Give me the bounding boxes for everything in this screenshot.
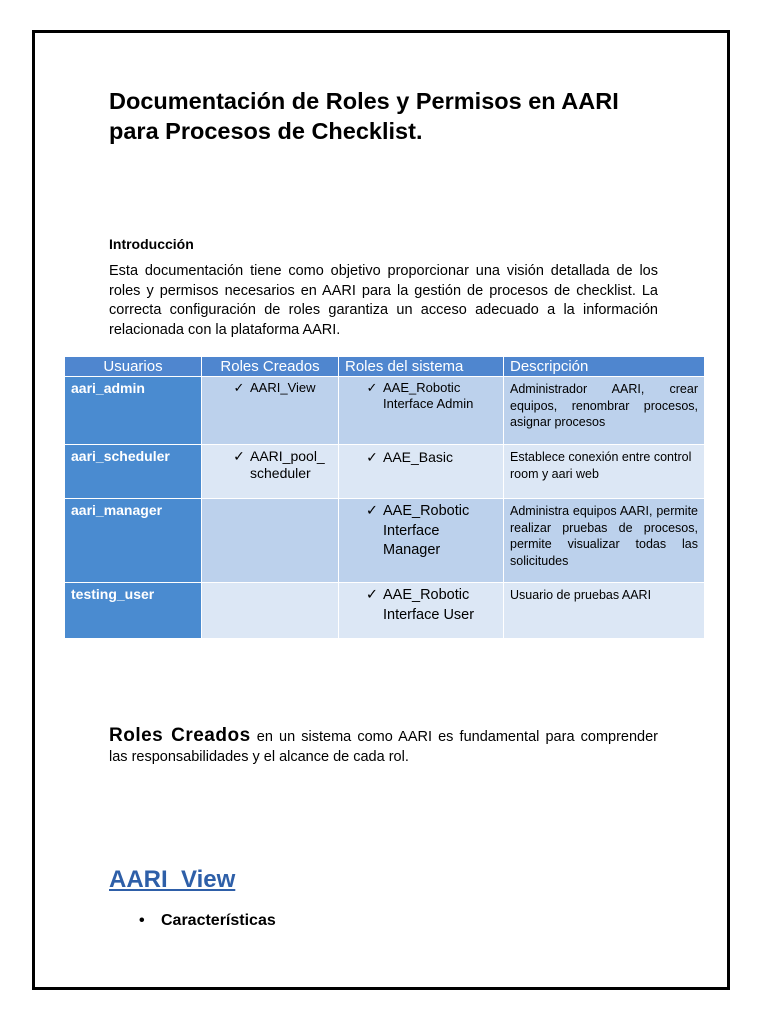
roles-creados-text: en un sistema como AARI es fundamental para comprender las responsabilidades y el alcance de cada rol. [109,729,659,765]
user-cell: aari_manager [65,499,202,583]
table-row [65,377,705,445]
user-cell: testing_user [65,583,202,639]
description-text: Administra equipos AARI, permite realizar pruebas de procesos, permite visualizar todas las solicitudes [510,504,698,568]
roles-creados-paragraph [109,726,658,767]
document-title: Documentación de Roles y Permisos en AARI para Procesos de Checklist. [109,88,619,144]
checkmark-icon: ✓ [366,449,378,465]
header-descripcion: Descripción [504,357,705,377]
description-cell [504,499,705,583]
bullet-item-caracteristicas [139,912,276,930]
description-text: Administrador AARI, crear equipos, renombrar procesos, asignar procesos [510,382,698,429]
roles-creados-lead: Roles Creados [109,725,251,746]
system-role-cell [339,445,504,499]
system-role-label: AAE_Robotic Interface User [383,587,475,623]
roles-table [64,356,705,639]
checkmark-icon: ✓ [365,587,379,603]
checkmark-icon: ✓ [366,380,378,395]
description-cell [504,583,705,639]
system-role-label: AAE_Robotic Interface Manager [383,503,470,558]
system-role-cell [339,583,504,639]
header-roles-creados: Roles Creados [202,357,339,377]
created-role-label: AARI_pool_ scheduler [250,448,325,481]
system-role-label: AAE_Basic [383,449,454,465]
checkmark-icon: ✓ [233,448,245,464]
checkmark-icon: ✓ [365,503,379,519]
checkmark-icon: ✓ [233,380,245,395]
system-role-label: AAE_Robotic Interface Admin [383,380,474,411]
bullet-label: Características [161,912,276,929]
header-usuarios: Usuarios [65,357,202,377]
created-role-label: AARI_View [250,380,316,395]
header-roles-sistema: Roles del sistema [339,357,504,377]
system-role-cell [339,499,504,583]
page-border-bottom-line [36,987,726,988]
table-row [65,445,705,499]
table-header-row [65,357,705,377]
user-cell: aari_admin [65,377,202,445]
table-row [65,583,705,639]
description-cell [504,377,705,445]
created-role-cell [202,377,339,445]
created-role-cell [202,583,339,639]
description-text: Establece conexión entre control room y aari web [510,450,692,481]
created-role-cell [202,499,339,583]
intro-heading: Introducción [109,236,194,252]
bullet-icon: • [139,912,145,929]
system-role-cell [339,377,504,445]
description-text: Usuario de pruebas AARI [510,588,652,602]
created-role-cell [202,445,339,499]
intro-paragraph: Esta documentación tiene como objetivo proporcionar una visión detallada de los roles y permisos necesarios en AARI para la gestión de procesos de checklist. La correcta configuración de roles garantiza un acceso adecuado a la información relacionada con la plataforma AARI. [109,263,658,338]
description-cell [504,445,705,499]
user-cell: aari_scheduler [65,445,202,499]
aari-view-heading-link[interactable]: AARI_View [109,866,236,893]
table-row [65,499,705,583]
